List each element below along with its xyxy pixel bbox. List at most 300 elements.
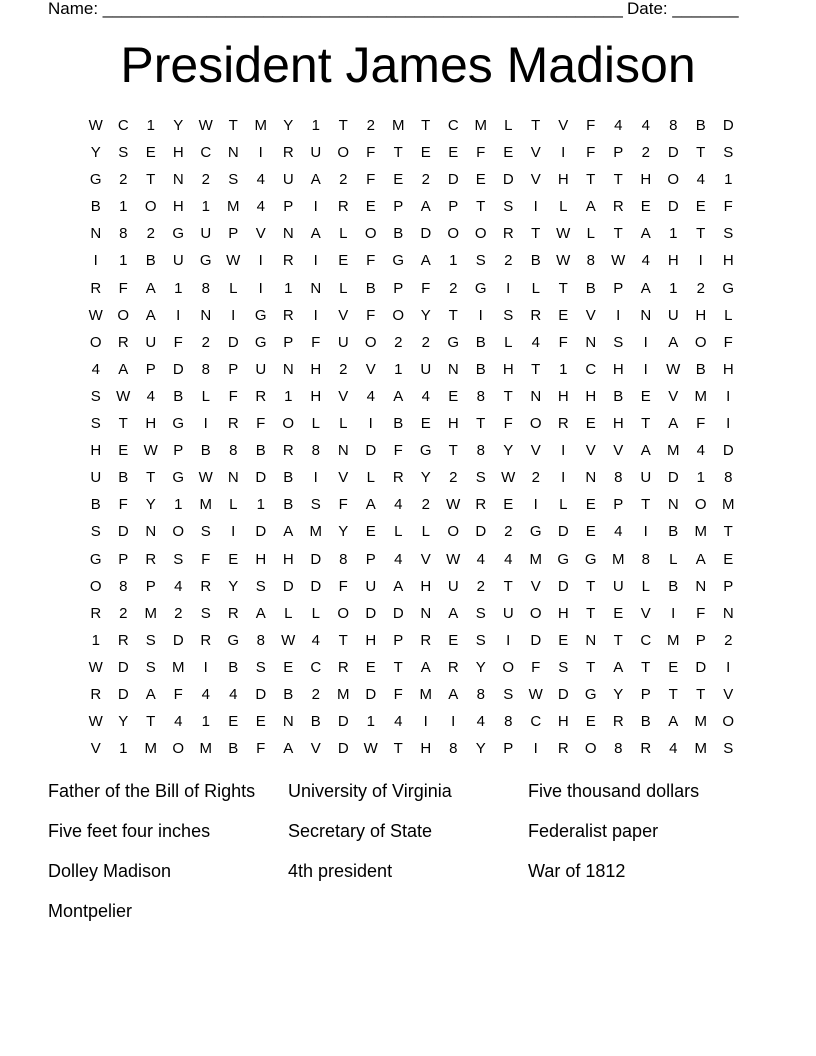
- grid-letter: F: [696, 604, 706, 622]
- grid-letter: S: [503, 198, 514, 216]
- grid-letter: H: [447, 415, 459, 433]
- grid-letter: 2: [146, 225, 155, 243]
- grid-letter: S: [118, 144, 129, 162]
- grid-letter: N: [337, 442, 349, 460]
- grid-letter: W: [226, 252, 241, 270]
- grid-letter: E: [640, 387, 651, 405]
- grid-letter: R: [90, 279, 102, 297]
- grid-letter: U: [310, 144, 322, 162]
- grid-letter: G: [557, 550, 570, 568]
- grid-letter: R: [200, 577, 212, 595]
- grid-letter: U: [447, 577, 459, 595]
- grid-letter: F: [228, 387, 238, 405]
- grid-letter: 4: [229, 685, 238, 703]
- grid-letter: F: [311, 333, 321, 351]
- grid-letter: 2: [201, 333, 210, 351]
- grid-letter: F: [393, 685, 403, 703]
- grid-letter: G: [722, 279, 735, 297]
- grid-letter: R: [227, 415, 239, 433]
- grid-letter: 8: [229, 442, 238, 460]
- grid-letter: N: [585, 469, 597, 487]
- grid-letter: N: [722, 604, 734, 622]
- grid-letter: N: [282, 713, 294, 731]
- grid-letter: 8: [119, 225, 128, 243]
- grid-letter: T: [503, 387, 513, 405]
- grid-letter: W: [88, 713, 103, 731]
- grid-letter: D: [475, 523, 487, 541]
- grid-letter: F: [723, 198, 733, 216]
- grid-letter: O: [282, 415, 295, 433]
- grid-letter: P: [365, 550, 376, 568]
- grid-letter: W: [88, 658, 103, 676]
- grid-letter: I: [176, 306, 181, 324]
- grid-letter: 1: [119, 252, 128, 270]
- grid-letter: V: [585, 306, 596, 324]
- grid-row: [82, 356, 742, 383]
- grid-letter: R: [337, 658, 349, 676]
- grid-letter: 1: [559, 360, 568, 378]
- grid-letter: G: [529, 523, 542, 541]
- grid-letter: S: [613, 333, 624, 351]
- grid-letter: D: [392, 604, 404, 622]
- grid-letter: A: [448, 685, 459, 703]
- grid-letter: V: [640, 604, 651, 622]
- grid-letter: L: [311, 604, 320, 622]
- grid-letter: G: [254, 333, 267, 351]
- grid-letter: E: [585, 496, 596, 514]
- grid-letter: A: [255, 604, 266, 622]
- grid-letter: H: [255, 550, 267, 568]
- grid-letter: U: [667, 306, 679, 324]
- grid-letter: E: [585, 415, 596, 433]
- grid-letter: S: [723, 225, 734, 243]
- grid-letter: 2: [174, 604, 183, 622]
- grid-letter: O: [529, 415, 542, 433]
- grid-letter: 2: [641, 144, 650, 162]
- grid-letter: 8: [256, 631, 265, 649]
- grid-letter: A: [668, 713, 679, 731]
- word-list-row: [48, 898, 788, 938]
- grid-letter: U: [502, 604, 514, 622]
- word-list-row: [48, 858, 788, 898]
- grid-letter: P: [173, 442, 184, 460]
- grid-letter: F: [366, 171, 376, 189]
- grid-letter: E: [640, 198, 651, 216]
- grid-letter: I: [506, 279, 511, 297]
- grid-letter: T: [586, 604, 596, 622]
- grid-letter: S: [255, 658, 266, 676]
- grid-letter: P: [503, 740, 514, 758]
- word-list-item: Five feet four inches: [48, 821, 211, 841]
- grid-letter: F: [118, 496, 128, 514]
- grid-letter: N: [695, 577, 707, 595]
- grid-letter: P: [640, 685, 651, 703]
- grid-letter: L: [559, 198, 568, 216]
- grid-letter: E: [503, 496, 514, 514]
- grid-letter: T: [641, 415, 651, 433]
- grid-letter: E: [585, 523, 596, 541]
- grid-letter: D: [365, 442, 377, 460]
- grid-letter: R: [90, 685, 102, 703]
- grid-letter: M: [392, 117, 405, 134]
- grid-letter: O: [529, 604, 542, 622]
- page-title: President James Madison: [120, 37, 696, 93]
- word-list-item: Secretary of State: [288, 821, 433, 841]
- grid-letter: U: [282, 171, 294, 189]
- grid-letter: V: [420, 550, 431, 568]
- grid-letter: F: [173, 685, 183, 703]
- grid-letter: O: [392, 306, 405, 324]
- grid-row: [82, 410, 742, 437]
- grid-letter: N: [145, 523, 157, 541]
- grid-letter: 2: [339, 171, 348, 189]
- grid-letter: D: [530, 631, 542, 649]
- grid-letter: 1: [91, 631, 100, 649]
- grid-letter: Y: [475, 658, 486, 676]
- grid-letter: E: [668, 658, 679, 676]
- grid-letter: S: [475, 469, 486, 487]
- grid-letter: B: [613, 387, 624, 405]
- word-list-item: Montpelier: [48, 901, 133, 921]
- grid-letter: D: [722, 117, 734, 134]
- grid-letter: I: [726, 415, 731, 433]
- grid-letter: I: [258, 279, 263, 297]
- grid-letter: 2: [119, 171, 128, 189]
- grid-letter: I: [561, 442, 566, 460]
- grid-letter: G: [172, 225, 185, 243]
- grid-letter: R: [392, 469, 404, 487]
- grid-letter: 1: [669, 225, 678, 243]
- grid-letter: S: [310, 496, 321, 514]
- word-list-item: University of Virginia: [288, 781, 452, 801]
- grid-letter: R: [530, 306, 542, 324]
- grid-letter: N: [667, 496, 679, 514]
- grid-letter: B: [393, 225, 404, 243]
- grid-letter: 4: [421, 387, 430, 405]
- word-list-item: 4th president: [288, 861, 393, 881]
- grid-letter: P: [228, 360, 239, 378]
- grid-letter: M: [144, 740, 157, 758]
- grid-row: [82, 600, 742, 627]
- grid-letter: 4: [394, 496, 403, 514]
- grid-letter: I: [643, 360, 648, 378]
- grid-letter: D: [117, 685, 129, 703]
- grid-letter: 4: [641, 117, 650, 134]
- grid-letter: P: [613, 144, 624, 162]
- grid-letter: D: [310, 550, 322, 568]
- grid-letter: E: [118, 442, 129, 460]
- grid-letter: T: [613, 171, 623, 189]
- grid-letter: U: [640, 469, 652, 487]
- grid-letter: I: [533, 198, 538, 216]
- grid-letter: 1: [119, 198, 128, 216]
- grid-letter: 2: [366, 117, 375, 134]
- grid-letter: B: [668, 577, 679, 595]
- grid-letter: A: [448, 604, 459, 622]
- grid-letter: I: [258, 144, 263, 162]
- grid-letter: S: [90, 387, 101, 405]
- grid-letter: M: [474, 117, 487, 134]
- grid-letter: 1: [449, 252, 458, 270]
- grid-letter: O: [172, 740, 185, 758]
- grid-letter: B: [283, 685, 294, 703]
- grid-letter: A: [420, 252, 431, 270]
- grid-letter: H: [420, 740, 432, 758]
- grid-letter: A: [640, 225, 651, 243]
- grid-letter: 2: [504, 252, 513, 270]
- grid-letter: P: [145, 577, 156, 595]
- grid-letter: S: [503, 685, 514, 703]
- grid-letter: I: [368, 415, 373, 433]
- grid-letter: D: [502, 171, 514, 189]
- grid-letter: 4: [394, 550, 403, 568]
- grid-letter: T: [696, 144, 706, 162]
- grid-letter: R: [117, 333, 129, 351]
- grid-letter: 2: [421, 496, 430, 514]
- grid-letter: H: [695, 306, 707, 324]
- grid-letter: T: [421, 117, 431, 134]
- grid-letter: W: [611, 252, 626, 270]
- grid-letter: I: [313, 252, 318, 270]
- grid-letter: B: [393, 415, 404, 433]
- grid-letter: D: [337, 740, 349, 758]
- grid-letter: Y: [613, 685, 624, 703]
- header-row: [48, 0, 748, 20]
- grid-letter: 1: [724, 171, 733, 189]
- grid-letter: B: [90, 496, 101, 514]
- grid-letter: U: [145, 333, 157, 351]
- grid-letter: L: [339, 415, 348, 433]
- grid-letter: 2: [724, 631, 733, 649]
- grid-letter: A: [640, 442, 651, 460]
- grid-letter: V: [338, 469, 349, 487]
- grid-letter: Y: [475, 740, 486, 758]
- grid-letter: 4: [256, 171, 265, 189]
- grid-letter: 1: [311, 117, 320, 134]
- grid-letter: P: [145, 360, 156, 378]
- grid-letter: 4: [174, 577, 183, 595]
- grid-letter: R: [612, 713, 624, 731]
- word-list-row: [48, 778, 788, 818]
- grid-letter: D: [667, 144, 679, 162]
- grid-letter: I: [561, 469, 566, 487]
- grid-letter: O: [694, 496, 707, 514]
- grid-letter: S: [200, 523, 211, 541]
- grid-letter: F: [256, 740, 266, 758]
- grid-row: [82, 139, 742, 166]
- grid-letter: U: [90, 469, 102, 487]
- grid-letter: L: [339, 225, 348, 243]
- grid-letter: L: [366, 469, 375, 487]
- grid-letter: H: [557, 171, 569, 189]
- grid-letter: V: [310, 740, 321, 758]
- grid-letter: H: [502, 360, 514, 378]
- grid-letter: S: [90, 415, 101, 433]
- grid-letter: R: [227, 604, 239, 622]
- grid-letter: U: [200, 225, 212, 243]
- grid-letter: 4: [174, 713, 183, 731]
- grid-letter: M: [199, 496, 212, 514]
- grid-letter: R: [475, 496, 487, 514]
- grid-row: [82, 193, 742, 220]
- grid-letter: H: [310, 360, 322, 378]
- grid-letter: Y: [228, 577, 239, 595]
- grid-letter: N: [310, 279, 322, 297]
- grid-letter: E: [365, 523, 376, 541]
- grid-letter: B: [475, 333, 486, 351]
- grid-letter: F: [476, 144, 486, 162]
- grid-letter: T: [641, 658, 651, 676]
- grid-letter: B: [90, 198, 101, 216]
- grid-letter: F: [256, 415, 266, 433]
- grid-letter: O: [117, 306, 130, 324]
- grid-letter: S: [723, 740, 734, 758]
- word-list-item: Dolley Madison: [48, 861, 172, 881]
- grid-letter: M: [529, 550, 542, 568]
- grid-letter: R: [200, 631, 212, 649]
- grid-letter: U: [255, 360, 267, 378]
- grid-letter: F: [366, 252, 376, 270]
- grid-letter: O: [694, 333, 707, 351]
- grid-letter: 8: [119, 577, 128, 595]
- grid-letter: O: [364, 225, 377, 243]
- grid-letter: 4: [614, 117, 623, 134]
- grid-row: [82, 437, 742, 464]
- grid-letter: F: [723, 333, 733, 351]
- grid-letter: Y: [420, 469, 431, 487]
- grid-letter: O: [447, 523, 460, 541]
- grid-letter: 4: [696, 171, 705, 189]
- grid-letter: V: [338, 387, 349, 405]
- grid-letter: C: [447, 117, 459, 134]
- grid-letter: V: [255, 225, 266, 243]
- grid-letter: 2: [339, 360, 348, 378]
- grid-letter: 4: [91, 360, 100, 378]
- grid-letter: L: [669, 550, 678, 568]
- grid-letter: T: [476, 415, 486, 433]
- grid-letter: 8: [476, 387, 485, 405]
- grid-letter: 1: [394, 360, 403, 378]
- grid-letter: D: [695, 658, 707, 676]
- grid-letter: R: [117, 631, 129, 649]
- grid-letter: 8: [669, 117, 678, 134]
- grid-letter: E: [448, 387, 459, 405]
- grid-letter: 8: [614, 469, 623, 487]
- grid-letter: E: [475, 171, 486, 189]
- grid-letter: I: [533, 740, 538, 758]
- grid-letter: F: [531, 658, 541, 676]
- grid-letter: S: [255, 577, 266, 595]
- grid-letter: T: [696, 225, 706, 243]
- grid-letter: F: [338, 496, 348, 514]
- grid-letter: 1: [174, 496, 183, 514]
- grid-letter: 4: [531, 333, 540, 351]
- grid-letter: A: [585, 198, 596, 216]
- grid-letter: 4: [476, 713, 485, 731]
- grid-letter: V: [585, 442, 596, 460]
- grid-letter: M: [254, 117, 267, 134]
- grid-letter: H: [365, 631, 377, 649]
- grid-letter: G: [584, 685, 597, 703]
- grid-letter: I: [423, 713, 428, 731]
- grid-letter: N: [585, 333, 597, 351]
- grid-letter: M: [144, 604, 157, 622]
- grid-letter: I: [258, 252, 263, 270]
- grid-letter: I: [643, 523, 648, 541]
- grid-letter: P: [118, 550, 129, 568]
- grid-letter: S: [475, 604, 486, 622]
- grid-letter: W: [446, 550, 461, 568]
- grid-letter: P: [613, 279, 624, 297]
- grid-letter: M: [667, 442, 680, 460]
- word-list-item: Father of the Bill of Rights: [48, 781, 256, 801]
- grid-letter: D: [255, 523, 267, 541]
- grid-row: [82, 220, 742, 247]
- grid-letter: T: [448, 442, 458, 460]
- grid-letter: 2: [394, 333, 403, 351]
- grid-letter: T: [696, 685, 706, 703]
- grid-letter: F: [118, 279, 128, 297]
- grid-letter: D: [420, 225, 432, 243]
- word-list-item: War of 1812: [528, 861, 626, 881]
- grid-letter: 4: [614, 523, 623, 541]
- grid-letter: V: [613, 442, 624, 460]
- grid-letter: G: [474, 279, 487, 297]
- grid-letter: C: [200, 144, 212, 162]
- grid-letter: 1: [256, 496, 265, 514]
- grid-letter: T: [531, 117, 541, 134]
- grid-letter: G: [89, 171, 102, 189]
- grid-letter: T: [586, 658, 596, 676]
- grid-row: [82, 247, 742, 274]
- grid-letter: V: [365, 360, 376, 378]
- grid-letter: E: [228, 713, 239, 731]
- grid-letter: 8: [201, 360, 210, 378]
- grid-letter: H: [420, 577, 432, 595]
- grid-letter: N: [227, 144, 239, 162]
- grid-letter: 8: [201, 279, 210, 297]
- grid-letter: 4: [256, 198, 265, 216]
- grid-letter: F: [586, 144, 596, 162]
- grid-letter: O: [172, 523, 185, 541]
- grid-letter: P: [228, 225, 239, 243]
- grid-letter: G: [254, 306, 267, 324]
- grid-row: [82, 302, 742, 329]
- grid-row: [82, 518, 742, 545]
- grid-letter: I: [561, 144, 566, 162]
- grid-letter: W: [116, 387, 131, 405]
- grid-letter: R: [557, 740, 569, 758]
- grid-letter: I: [698, 252, 703, 270]
- grid-letter: N: [420, 604, 432, 622]
- grid-letter: M: [337, 685, 350, 703]
- grid-letter: D: [282, 577, 294, 595]
- grid-letter: R: [90, 604, 102, 622]
- grid-letter: H: [172, 144, 184, 162]
- grid-letter: 4: [366, 387, 375, 405]
- grid-letter: L: [586, 225, 595, 243]
- grid-letter: A: [393, 577, 404, 595]
- grid-letter: E: [448, 144, 459, 162]
- grid-letter: R: [502, 225, 514, 243]
- grid-letter: G: [227, 631, 240, 649]
- grid-letter: W: [143, 442, 158, 460]
- grid-letter: F: [201, 550, 211, 568]
- grid-letter: I: [726, 658, 731, 676]
- grid-letter: I: [616, 306, 621, 324]
- grid-letter: N: [200, 306, 212, 324]
- grid-letter: L: [504, 333, 513, 351]
